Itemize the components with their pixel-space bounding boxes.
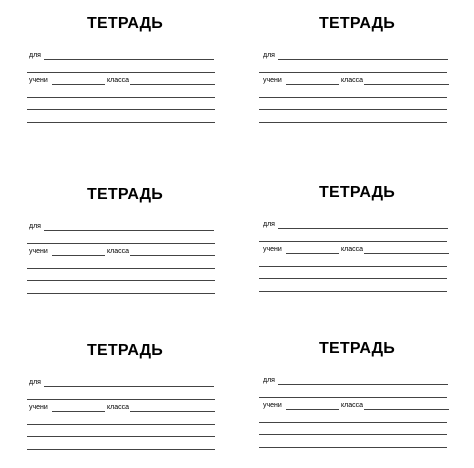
pupil-word: учени bbox=[29, 404, 48, 411]
class-fill-line bbox=[130, 255, 215, 256]
notebook-title: ТЕТРАДЬ bbox=[319, 15, 395, 32]
notebook-title: ТЕТРАДЬ bbox=[319, 184, 395, 201]
blank-rule bbox=[259, 241, 447, 242]
pupil-word: учени bbox=[263, 77, 282, 84]
class-fill-line bbox=[130, 411, 215, 412]
for-word: для bbox=[29, 52, 41, 59]
blank-rule bbox=[27, 243, 215, 244]
blank-rule bbox=[259, 122, 447, 123]
notebook-title: ТЕТРАДЬ bbox=[319, 340, 395, 357]
blank-rule bbox=[27, 109, 215, 110]
for-word: для bbox=[29, 223, 41, 230]
class-word: класса bbox=[341, 402, 364, 409]
class-fill-line bbox=[364, 253, 449, 254]
notebook-title: ТЕТРАДЬ bbox=[87, 15, 163, 32]
blank-rule bbox=[27, 72, 215, 73]
class-word: класса bbox=[107, 404, 130, 411]
for-word: для bbox=[263, 221, 275, 228]
for-word: для bbox=[263, 377, 275, 384]
name-fill-line bbox=[44, 230, 214, 231]
blank-rule bbox=[259, 447, 447, 448]
name-fill-line bbox=[44, 386, 214, 387]
blank-rule bbox=[27, 424, 215, 425]
blank-rule bbox=[259, 266, 447, 267]
class-fill-line bbox=[130, 84, 215, 85]
pupil-fill-line bbox=[286, 84, 339, 85]
pupil-fill-line bbox=[286, 253, 339, 254]
notebook-title: ТЕТРАДЬ bbox=[87, 186, 163, 203]
blank-rule bbox=[259, 291, 447, 292]
name-fill-line bbox=[278, 228, 448, 229]
blank-rule bbox=[27, 449, 215, 450]
class-word: класса bbox=[107, 248, 130, 255]
class-fill-line bbox=[364, 84, 449, 85]
blank-rule bbox=[259, 434, 447, 435]
for-word: для bbox=[29, 379, 41, 386]
blank-rule bbox=[27, 280, 215, 281]
pupil-word: учени bbox=[263, 246, 282, 253]
blank-rule bbox=[259, 109, 447, 110]
blank-rule bbox=[259, 278, 447, 279]
blank-rule bbox=[259, 397, 447, 398]
notebook-title: ТЕТРАДЬ bbox=[87, 342, 163, 359]
blank-rule bbox=[259, 72, 447, 73]
name-fill-line bbox=[44, 59, 214, 60]
class-word: класса bbox=[341, 246, 364, 253]
blank-rule bbox=[27, 436, 215, 437]
class-word: класса bbox=[341, 77, 364, 84]
pupil-word: учени bbox=[263, 402, 282, 409]
blank-rule bbox=[27, 122, 215, 123]
name-fill-line bbox=[278, 384, 448, 385]
for-word: для bbox=[263, 52, 275, 59]
blank-rule bbox=[27, 268, 215, 269]
blank-rule bbox=[27, 399, 215, 400]
pupil-word: учени bbox=[29, 77, 48, 84]
blank-rule bbox=[27, 293, 215, 294]
pupil-fill-line bbox=[52, 84, 105, 85]
class-fill-line bbox=[364, 409, 449, 410]
pupil-word: учени bbox=[29, 248, 48, 255]
pupil-fill-line bbox=[52, 411, 105, 412]
class-word: класса bbox=[107, 77, 130, 84]
pupil-fill-line bbox=[286, 409, 339, 410]
blank-rule bbox=[259, 422, 447, 423]
pupil-fill-line bbox=[52, 255, 105, 256]
blank-rule bbox=[259, 97, 447, 98]
name-fill-line bbox=[278, 59, 448, 60]
blank-rule bbox=[27, 97, 215, 98]
